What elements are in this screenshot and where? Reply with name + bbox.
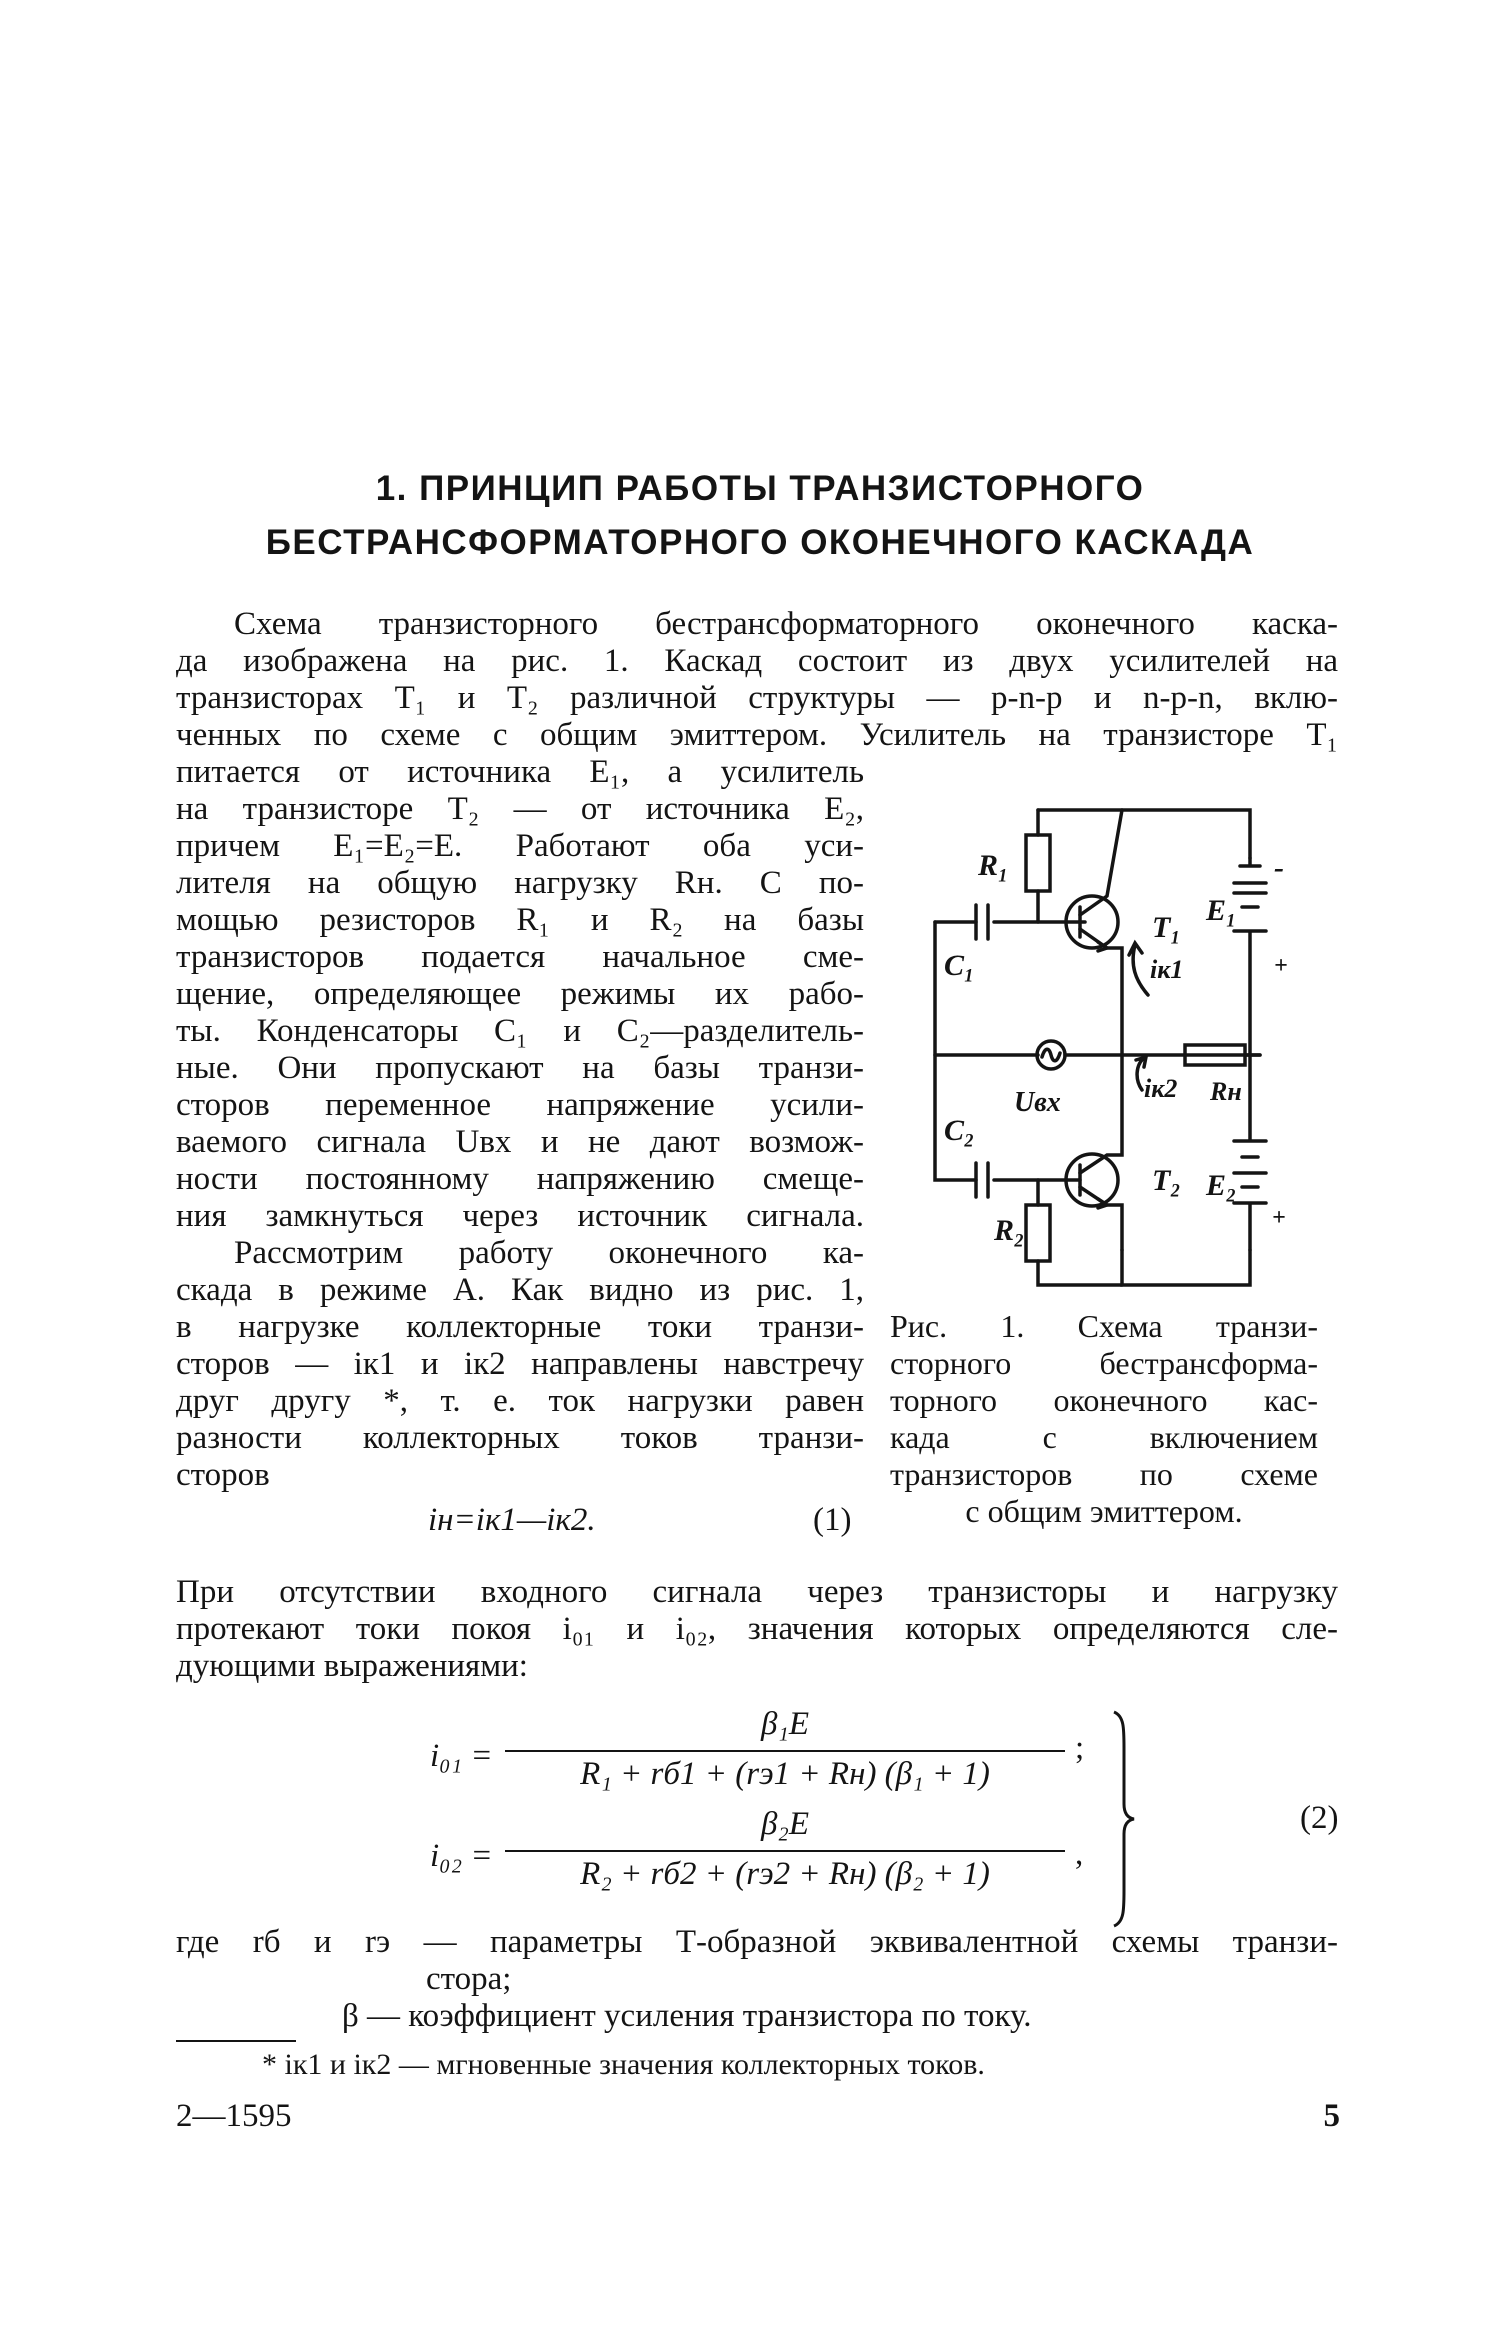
body-line: транзисторов подается начальное сме- — [176, 939, 864, 975]
sine-icon — [1042, 1049, 1060, 1061]
equation-number: (1) — [813, 1502, 852, 1538]
label-e2: E₂ — [1206, 1169, 1237, 1202]
body-line: сторов — iк1 и iк2 направлены навстречу — [176, 1346, 864, 1382]
circuit-diagram — [930, 795, 1350, 1300]
label-plus-top: + — [1274, 953, 1288, 979]
heading-line: БЕСТРАНСФОРМАТОРНОГО ОКОНЕЧНОГО КАСКАДА — [265, 523, 1255, 562]
body-line: в нагрузке коллекторные токи транзи- — [176, 1309, 864, 1345]
body-line: β — коэффициент усиления транзистора по току. — [342, 1998, 1032, 2034]
fraction-bar — [505, 1850, 1065, 1852]
body-line: сторов — [176, 1457, 270, 1493]
label-t1: T₁ — [1152, 911, 1181, 944]
wire — [1122, 1250, 1250, 1285]
body-line: да изображена на рис. 1. Каскад состоит из двух усилителей на — [176, 643, 1338, 679]
section-heading — [180, 462, 1340, 570]
label-uvx: Uвх — [1014, 1087, 1061, 1118]
body-line: питается от источника E₁, а усилитель — [176, 754, 864, 790]
body-line: ченных по схеме с общим эмиттером. Усилитель на транзисторе T₁ — [176, 717, 1338, 753]
body-line: сторов переменное напряжение усили- — [176, 1087, 864, 1123]
current-arrow-ik1 — [1129, 943, 1148, 995]
wire — [1080, 1187, 1122, 1250]
page-number: 5 — [1323, 2098, 1340, 2134]
body-line: ности постоянному напряжению смеще- — [176, 1161, 864, 1197]
body-line: дующими выражениями: — [176, 1648, 528, 1684]
label-t2: T₂ — [1152, 1164, 1181, 1197]
body-line: разности коллекторных токов транзи- — [176, 1420, 864, 1456]
body-line: ваемого сигнала Uвх и не дают возмож- — [176, 1124, 864, 1160]
label-ik2: iк2 — [1144, 1074, 1178, 1103]
body-line: мощью резисторов R₁ и R₂ на базы — [176, 902, 864, 938]
caption-line: с общим эмиттером. — [965, 1493, 1243, 1529]
caption-line: Рис. 1. Схема транзи- — [890, 1308, 1318, 1344]
capacitor-c1 — [976, 905, 988, 939]
label-r1: R₁ — [978, 849, 1009, 882]
figure-caption — [890, 1308, 1318, 1530]
eq2-denominator: R₁ + rб1 + (rэ1 + Rн) (β₁ + 1) — [580, 1756, 990, 1792]
eq2-separator: ; — [1075, 1730, 1085, 1766]
eq2-separator: , — [1075, 1836, 1084, 1872]
caption-line: торного оконечного кас- — [890, 1382, 1318, 1418]
heading-line: 1. ПРИНЦИП РАБОТЫ ТРАНЗИСТОРНОГО — [375, 469, 1145, 508]
body-line: на транзисторе T₂ — от источника E₂, — [176, 791, 864, 827]
eq2-denominator: R₂ + rб2 + (rэ2 + Rн) (β₂ + 1) — [580, 1856, 990, 1892]
label-ik1: iк1 — [1150, 955, 1184, 984]
resistor-r2 — [1026, 1205, 1050, 1261]
eq2-lhs: i₀₁ = — [430, 1738, 493, 1774]
equation-number: (2) — [1300, 1800, 1339, 1836]
body-line: ты. Конденсаторы C₁ и C₂—разделитель- — [176, 1013, 864, 1049]
wire — [1080, 810, 1122, 915]
body-line: При отсутствии входного сигнала через транзисторы и нагрузку — [176, 1574, 1338, 1610]
wire — [1038, 810, 1250, 858]
body-line: щение, определяющее режимы их рабо- — [176, 976, 864, 1012]
eq2-lhs: i₀₂ = — [430, 1838, 493, 1874]
fraction-bar — [505, 1750, 1065, 1752]
body-line: ные. Они пропускают на базы транзи- — [176, 1050, 864, 1086]
body-line: скада в режиме А. Как видно из рис. 1, — [176, 1272, 864, 1308]
body-line: протекают токи покоя i₀₁ и i₀₂, значения которых определяются сле- — [176, 1611, 1338, 1647]
body-line: лителя на общую нагрузку Rн. С по- — [176, 865, 864, 901]
body-line: транзисторах T₁ и T₂ различной структуры — p-n-p и n-p-n, вклю- — [176, 680, 1338, 716]
footnote: * iк1 и iк2 — мгновенные значения коллекторных токов. — [262, 2048, 985, 2081]
label-r2: R₂ — [994, 1214, 1025, 1247]
label-minus: - — [1274, 851, 1284, 884]
label-rn: Rн — [1210, 1077, 1242, 1106]
body-line: Рассмотрим работу оконечного ка- — [234, 1235, 864, 1271]
resistor-r1 — [1026, 835, 1050, 891]
caption-line: када с включением — [890, 1419, 1318, 1455]
label-plus-bottom: + — [1272, 1205, 1286, 1231]
caption-line: сторного бестрансформа- — [890, 1345, 1318, 1381]
footnote-rule — [176, 2040, 296, 2042]
body-line: ния замкнуться через источник сигнала. — [176, 1198, 864, 1234]
printer-signature: 2—1595 — [176, 2098, 292, 2134]
body-line: где rб и rэ — параметры Т-образной эквивалентной схемы транзи- — [176, 1924, 1338, 1960]
capacitor-c2 — [976, 1163, 988, 1197]
body-line: причем E₁=E₂=E. Работают оба уси- — [176, 828, 864, 864]
eq2-numerator: β₁E — [760, 1706, 810, 1742]
label-c2: C₂ — [944, 1114, 975, 1147]
eq2-brace — [1108, 1708, 1138, 1930]
body-line: стора; — [426, 1961, 512, 1997]
eq2-numerator: β₂E — [760, 1806, 810, 1842]
battery-e1 — [1234, 858, 1266, 1055]
label-c1: C₁ — [944, 949, 975, 982]
body-line: друг другу *, т. е. ток нагрузки равен — [176, 1383, 864, 1419]
label-e1: E₁ — [1206, 894, 1237, 927]
body-line: Схема транзисторного бестрансформаторного оконечного каска- — [234, 606, 1338, 642]
equation-1: iн=iк1—iк2. — [428, 1502, 596, 1538]
wire — [1038, 1261, 1122, 1285]
caption-line: транзисторов по схеме — [890, 1456, 1318, 1492]
